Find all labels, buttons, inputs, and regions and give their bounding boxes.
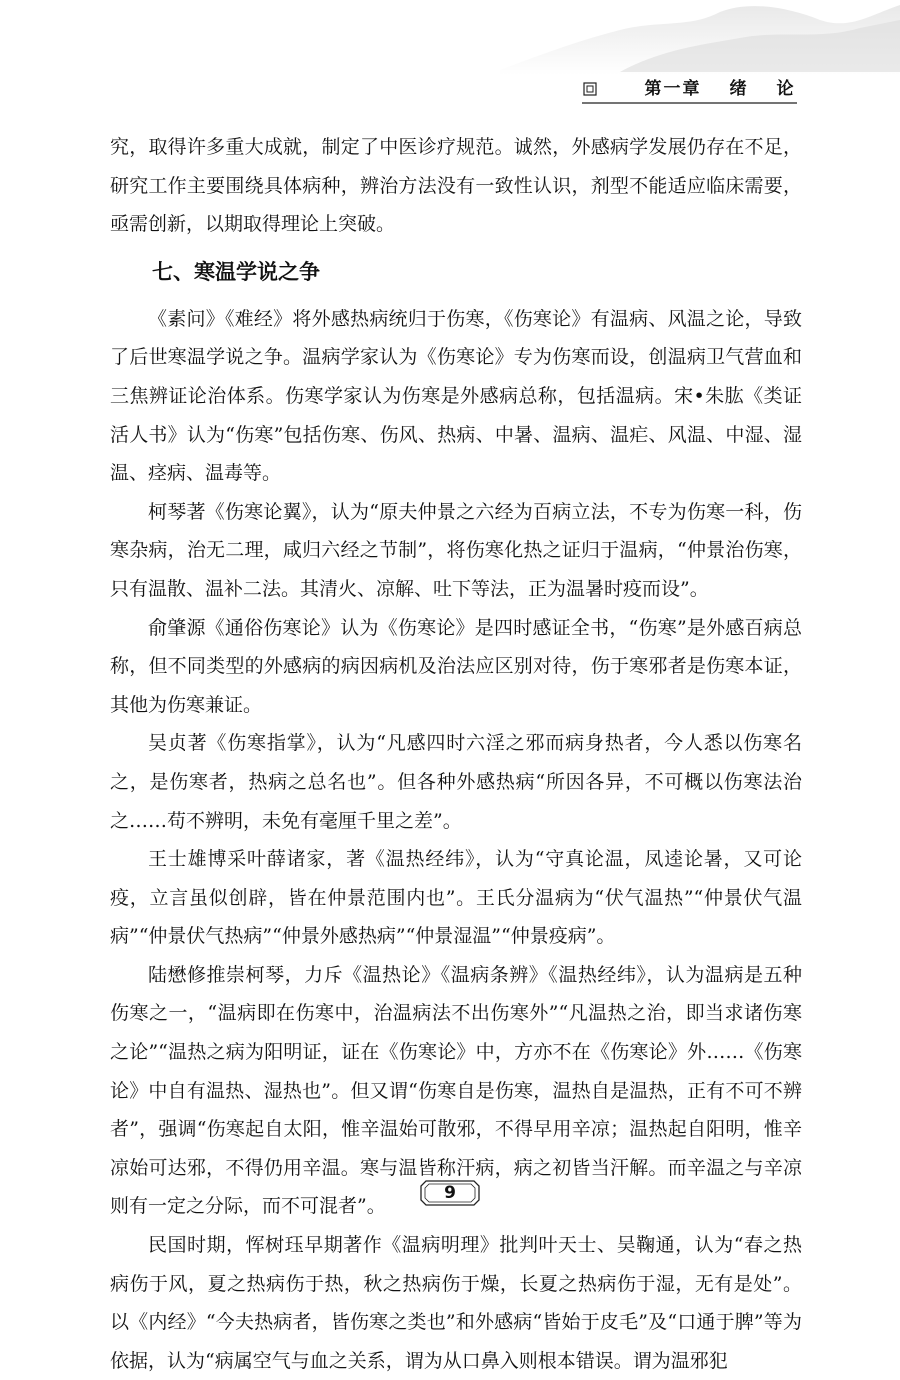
paragraph: 俞肇源《通俗伤寒论》认为《伤寒论》是四时感证全书，“伤寒”是外感百病总称，但不同类型的外感病的病因病机及治法应区别对待，伤于寒邪者是伤寒本证，其他为伤寒兼证。 <box>110 616 802 716</box>
page-number: 9 <box>444 1183 456 1203</box>
paragraph: 吴贞著《伤寒指掌》，认为“凡感四时六淫之邪而病身热者，今人悉以伤寒名之，是伤寒者，热病之总名也”。但各种外感热病“所因各异，不可概以伤寒法治之……苟不辨明，未免有毫厘千里之差”。 <box>110 732 802 832</box>
chapter-title-char-2: 论 <box>776 79 796 99</box>
paragraph: 陆懋修推崇柯琴，力斥《温热论》《温病条辨》《温热经纬》，认为温病是五种伤寒之一，“温病即在伤寒中，治温病法不出伤寒外”“凡温热之治，即当求诸伤寒之论”“温热之病为阳明证，证在《伤寒论》中，方亦不在《伤寒论》外……《伤寒论》中自有温热、湿热也”。但又谓“伤寒自是伤寒，温热自是温热，正有不可不辨者”，强调“伤寒起自太阳，惟辛温始可散邪，不得早用辛凉；温热起自阳明，惟辛凉始可达邪，不得仍用辛温。寒与温皆称汗病，病之初皆当汗解。而辛温之与辛凉则有一定之分际，而不可混者”。 <box>110 963 802 1218</box>
chapter-header <box>640 74 800 104</box>
paragraph-continued: 究，取得许多重大成就，制定了中医诊疗规范。诚然，外感病学发展仍存在不足，研究工作主要围绕具体病种，辨治方法没有一致性认识，剂型不能适应临床需要，亟需创新，以期取得理论上突破。 <box>110 136 802 236</box>
paragraph: 王士雄博采叶薛诸家，著《温热经纬》，认为“守真论温，凤逵论暑，又可论疫，立言虽似创辟，皆在仲景范围内也”。王氏分温病为“伏气温热”“仲景伏气温病”“仲景伏气热病”“仲景外感热病”“仲景湿温”“仲景疫病”。 <box>110 848 802 948</box>
section-heading: 七、寒温学说之争 <box>152 259 320 284</box>
paragraph: 柯琴著《伤寒论翼》，认为“原夫仲景之六经为百病立法，不专为伤寒一科，伤寒杂病，治无二理，咸归六经之节制”，将伤寒化热之证归于温病，“仲景治伤寒，只有温散、温补二法。其清火、凉解、吐下等法，正为温暑时疫而设”。 <box>110 500 802 600</box>
chapter-title-char-1: 绪 <box>729 79 749 99</box>
chapter-label: 第一章 <box>644 79 702 99</box>
paragraph: 民国时期，恽树珏早期著作《温病明理》批判叶天士、吴鞠通，认为“春之热病伤于风，夏之热病伤于热，秋之热病伤于燥，长夏之热病伤于湿，无有是处”。以《内经》“今夫热病者，皆伤寒之类也”和外感病“皆始于皮毛”及“口通于脾”等为依据，认为“病属空气与血之关系，谓为从口鼻入则根本错误。谓为温邪犯 <box>110 1234 802 1372</box>
paragraph: 《素问》《难经》将外感热病统归于伤寒，《伤寒论》有温病、风温之论，导致了后世寒温学说之争。温病学家认为《伤寒论》专为伤寒而设，创温病卫气营血和三焦辨证论治体系。伤寒学家认为伤寒是外感病总称，包括温病。宋•朱肱《类证活人书》认为“伤寒”包括伤寒、伤风、热病、中暑、温病、温疟、风温、中湿、湿温、痉病、温毒等。 <box>110 307 802 485</box>
